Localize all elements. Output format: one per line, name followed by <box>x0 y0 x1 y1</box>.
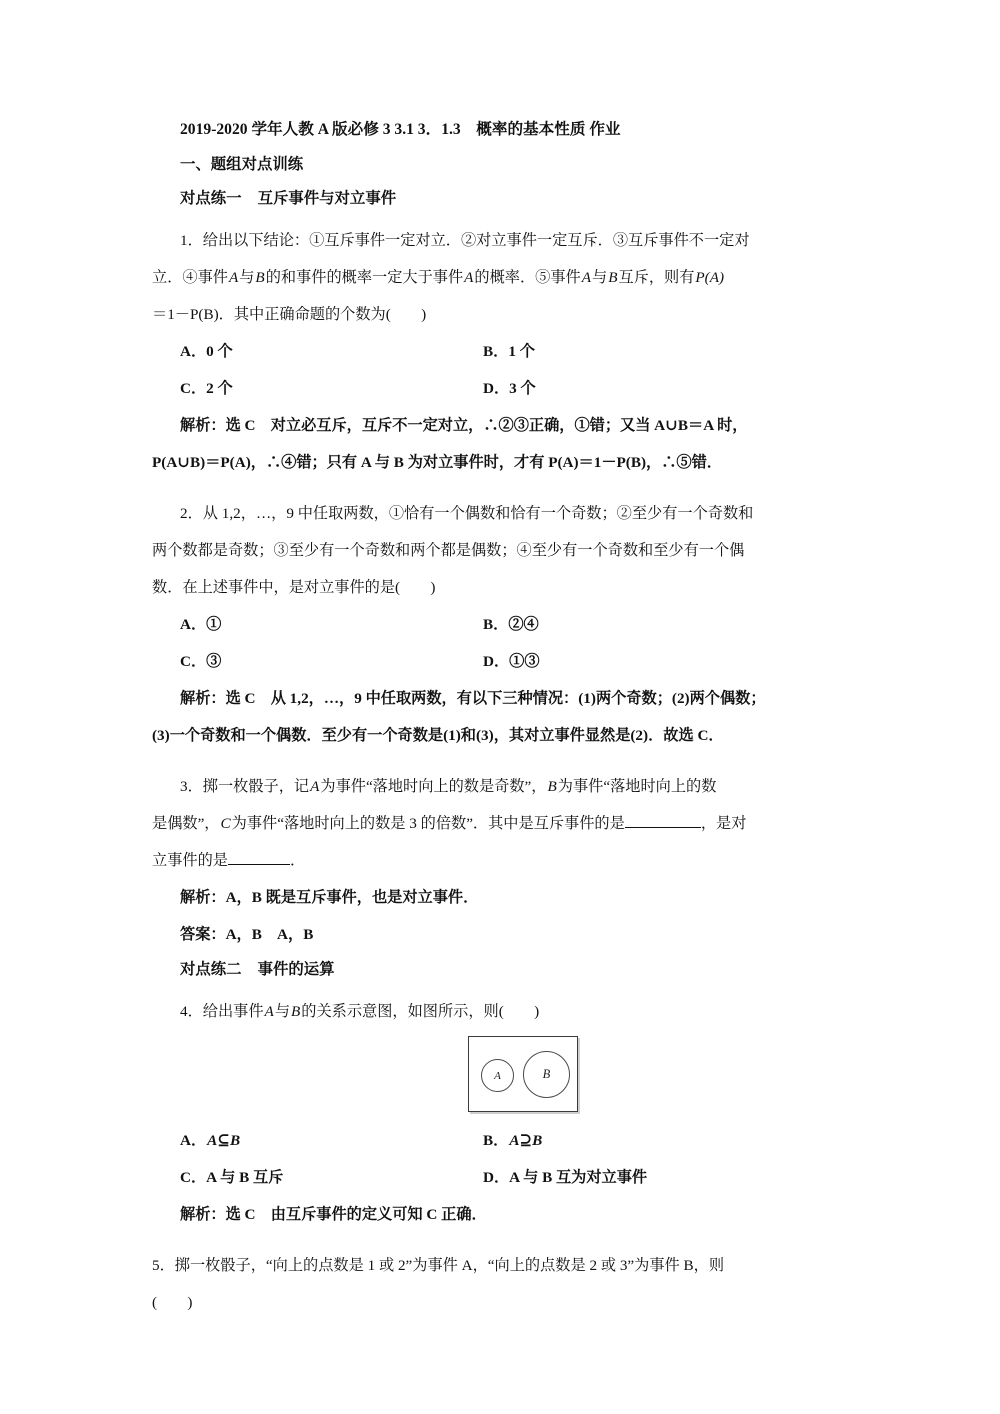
q1-line-1: 1．给出以下结论：①互斥事件一定对立．②对立事件一定互斥．③互斥事件不一定对 <box>180 232 750 249</box>
q2-line-1: 2．从 1,2，…，9 中任取两数，①恰有一个偶数和恰有一个奇数；②至少有一个奇数和 <box>180 505 754 522</box>
q2-option-a-key: A． <box>180 616 207 633</box>
practice-one-label: 对点练一 <box>180 190 242 207</box>
question-1 <box>152 222 852 481</box>
question-5 <box>152 1247 852 1321</box>
q2-option-d-key: D． <box>483 653 510 670</box>
q1-var-b1: B <box>255 269 265 286</box>
q4-l1-c: 的关系示意图，如图所示，则( ) <box>301 1003 540 1020</box>
q4-option-d-text: A 与 B 互为对立事件 <box>509 1169 648 1186</box>
q4-option-b-text: A⊇B <box>509 1132 543 1149</box>
q1-var-a1: A <box>228 269 239 286</box>
q2-line-2: 两个数都是奇数；③至少有一个奇数和两个都是偶数；④至少有一个奇数和至少有一个偶 <box>152 542 745 559</box>
q1-options-row-2 <box>152 370 852 407</box>
q1-option-c-key: C． <box>180 380 207 397</box>
q1-option-d-text: 3 个 <box>509 380 536 397</box>
q4-l1-a: 4．给出事件 <box>180 1003 264 1020</box>
q2-solution-line-2: (3)一个奇数和一个偶数．至少有一个奇数是(1)和(3)，其对立事件显然是(2)．故选 C． <box>152 727 724 744</box>
q3-l2-c: ，是对 <box>700 815 747 832</box>
q4-option-a[interactable] <box>180 1122 241 1159</box>
practice-two-label: 对点练二 <box>180 961 242 978</box>
venn-circle-a <box>481 1059 514 1092</box>
q2-option-b-text: ②④ <box>508 616 539 633</box>
q3-line-3 <box>152 842 852 879</box>
q3-l1-a: 3．掷一枚骰子，记 <box>180 778 310 795</box>
q1-line-3: ＝1－P(B)．其中正确命题的个数为( ) <box>152 306 427 323</box>
q4-var-a: A <box>264 1003 274 1020</box>
q2-option-c-text: ③ <box>206 653 222 670</box>
q1-option-d[interactable] <box>483 370 536 407</box>
q2-options-row-1 <box>152 606 852 643</box>
question-3 <box>152 768 852 953</box>
q5-line-1: 5．掷一枚骰子，“向上的点数是 1 或 2”为事件 A，“向上的点数是 2 或 3”为事件 B，则 <box>152 1257 725 1274</box>
q1-l2-c: 的和事件的概率一定大于事件 <box>265 269 464 286</box>
q1-solution-line-2: P(A∪B)＝P(A)，∴④错；只有 A 与 B 为对立事件时，才有 P(A)＝1－P(B)，∴⑤错． <box>152 454 722 471</box>
q4-option-d[interactable] <box>483 1159 647 1196</box>
section-heading: 一、题组对点训练 <box>180 156 304 173</box>
q4-solution: 解析：选 C 由互斥事件的定义可知 C 正确． <box>180 1206 487 1223</box>
q3-l2-a: 是偶数”， <box>152 815 220 832</box>
q4-option-a-key: A． <box>180 1132 207 1149</box>
q2-line-3: 数．在上述事件中，是对立事件的是( ) <box>152 579 436 596</box>
q4-options-row-2 <box>152 1159 852 1196</box>
q2-solution-line-1: 解析：选 C 从 1,2，…，9 中任取两数，有以下三种情况：(1)两个奇数；(2)两个偶数； <box>180 690 766 707</box>
q2-option-d[interactable] <box>483 643 540 680</box>
venn-circle-b <box>523 1051 570 1098</box>
q1-options-row-1 <box>152 333 852 370</box>
q4-option-d-key: D． <box>483 1169 510 1186</box>
q1-option-c[interactable] <box>180 370 233 407</box>
q3-var-c: C <box>220 815 231 832</box>
q2-option-c-key: C． <box>180 653 207 670</box>
practice-one-heading <box>152 182 852 216</box>
q3-l1-c: 为事件“落地时向上的数 <box>557 778 717 795</box>
q1-l2-b: 与 <box>239 269 255 286</box>
q4-option-c-text: A 与 B 互斥 <box>206 1169 284 1186</box>
q3-answer-label: 答案： <box>180 926 226 943</box>
q1-l2-e: 与 <box>592 269 608 286</box>
question-4 <box>152 993 852 1233</box>
q3-l3-a: 立事件的是 <box>152 852 228 869</box>
question-2 <box>152 495 852 754</box>
q3-var-a: A <box>310 778 320 795</box>
page-title: 2019-2020 学年人教 A 版必修 3 3.1 3．1.3 概率的基本性质 作业 <box>180 121 621 138</box>
q1-option-b-text: 1 个 <box>508 343 535 360</box>
q3-line-2 <box>152 805 852 842</box>
q1-option-c-text: 2 个 <box>206 380 233 397</box>
q4-var-b: B <box>291 1003 301 1020</box>
q3-l1-b: 为事件“落地时向上的数是奇数”， <box>320 778 547 795</box>
q1-option-b[interactable] <box>483 333 535 370</box>
q3-answer-value: A，B A，B <box>225 926 314 943</box>
q2-option-a[interactable] <box>180 606 221 643</box>
q1-line-2 <box>152 259 852 296</box>
q4-venn-figure <box>152 1030 852 1122</box>
q3-answer <box>152 916 852 953</box>
q2-option-b-key: B． <box>483 616 509 633</box>
practice-one-title: 互斥事件与对立事件 <box>257 190 397 207</box>
q2-option-c[interactable] <box>180 643 221 680</box>
q1-var-a3: A <box>581 269 591 286</box>
q1-l2-a: 立．④事件 <box>152 269 228 286</box>
q2-option-d-text: ①③ <box>509 653 540 670</box>
q1-l2-f: 互斥，则有 <box>618 269 695 286</box>
venn-circle-a-label: A <box>494 1069 501 1082</box>
q4-l1-b: 与 <box>274 1003 290 1020</box>
q3-var-b: B <box>547 778 557 795</box>
practice-two-title: 事件的运算 <box>257 961 335 978</box>
q2-option-a-text: ① <box>206 616 222 633</box>
q4-options-row-1 <box>152 1122 852 1159</box>
q4-line-1 <box>152 993 852 1030</box>
q3-l2-b: 为事件“落地时向上的数是 3 的倍数”．其中是互斥事件的是 <box>231 815 625 832</box>
q1-pa: P(A) <box>695 269 725 286</box>
q1-solution-line-1: 解析：选 C 对立必互斥，互斥不一定对立，∴②③正确，①错；又当 A∪B＝A 时， <box>180 417 748 434</box>
q4-option-b-key: B． <box>483 1132 509 1149</box>
practice-two-heading <box>152 953 852 987</box>
q2-options-row-2 <box>152 643 852 680</box>
q2-option-b[interactable] <box>483 606 539 643</box>
q5-line-2: ( ) <box>152 1294 193 1311</box>
q1-option-a[interactable] <box>180 333 233 370</box>
q1-var-b2: B <box>608 269 618 286</box>
q1-option-a-text: 0 个 <box>206 343 233 360</box>
q4-option-b[interactable] <box>483 1122 543 1159</box>
q3-solution: 解析：A，B 既是互斥事件，也是对立事件． <box>180 889 479 906</box>
q1-l2-d: 的概率．⑤事件 <box>474 269 581 286</box>
q1-option-d-key: D． <box>483 380 510 397</box>
venn-outer-rectangle <box>468 1036 578 1112</box>
q3-blank-1[interactable] <box>625 813 701 828</box>
q1-option-b-key: B． <box>483 343 509 360</box>
q3-l3-b: ． <box>289 852 306 869</box>
q4-option-a-text: A⊆B <box>207 1132 241 1149</box>
q1-var-a2: A <box>464 269 474 286</box>
q3-line-1 <box>152 768 852 805</box>
document-content <box>152 112 852 1321</box>
q4-option-c[interactable] <box>180 1159 283 1196</box>
q1-option-a-key: A． <box>180 343 207 360</box>
q3-blank-2[interactable] <box>228 850 290 865</box>
q4-option-c-key: C． <box>180 1169 207 1186</box>
venn-circle-b-label: B <box>542 1067 551 1081</box>
